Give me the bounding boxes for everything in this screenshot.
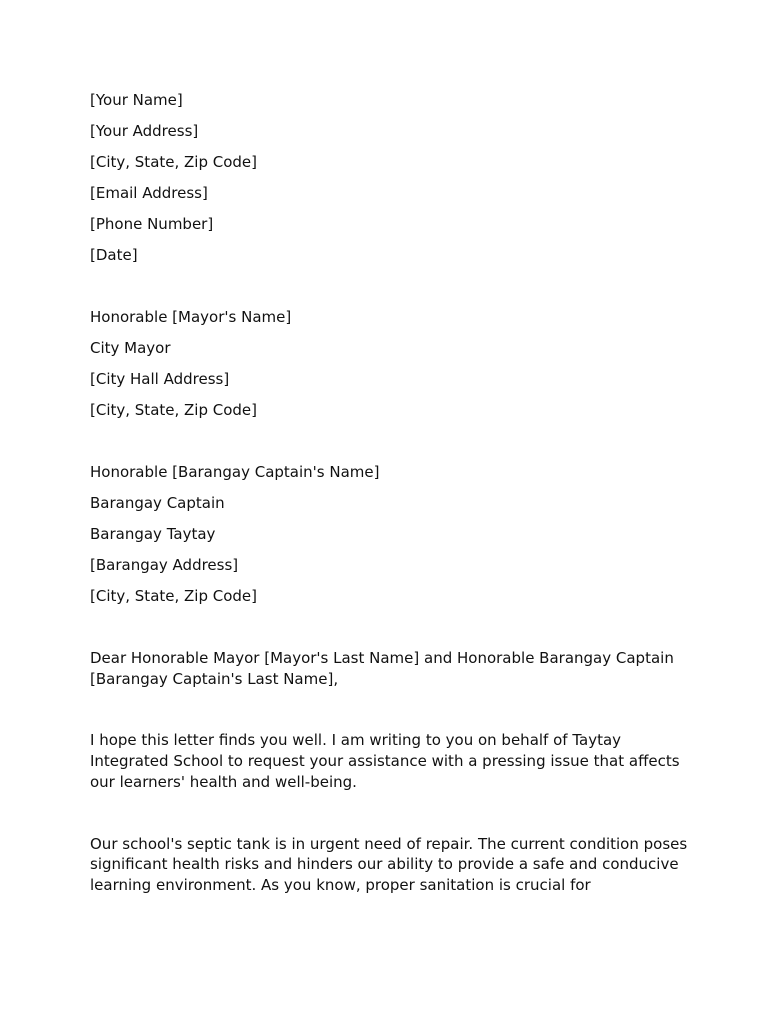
captain-barangay: Barangay Taytay — [90, 525, 216, 543]
spacer — [90, 689, 690, 730]
spacer — [90, 793, 690, 834]
captain-address: [Barangay Address] — [90, 556, 239, 574]
mayor-title: City Mayor — [90, 339, 171, 357]
mayor-recipient-block — [90, 307, 690, 421]
mayor-city-state-zip: [City, State, Zip Code] — [90, 401, 258, 419]
spacer — [90, 276, 690, 307]
sender-phone: [Phone Number] — [90, 215, 214, 233]
spacer — [90, 431, 690, 462]
sender-city-state-zip: [City, State, Zip Code] — [90, 153, 258, 171]
body-paragraph-2: Our school's septic tank is in urgent need of repair. The current condition poses significant health risks and hinders our ability to provide a safe and conducive learning environment. As you know, proper sanitation is crucial for — [90, 834, 688, 894]
spacer — [90, 617, 690, 648]
sender-address: [Your Address] — [90, 122, 199, 140]
sender-block — [90, 90, 690, 266]
captain-title: Barangay Captain — [90, 494, 225, 512]
captain-city-state-zip: [City, State, Zip Code] — [90, 587, 258, 605]
sender-email: [Email Address] — [90, 184, 208, 202]
mayor-address: [City Hall Address] — [90, 370, 230, 388]
body-paragraph-1: I hope this letter finds you well. I am writing to you on behalf of Taytay Integrated School to request your assistance with a pressing issue that affects our learners' health and well-being. — [90, 731, 680, 791]
captain-name: Honorable [Barangay Captain's Name] — [90, 463, 380, 481]
letter-date: [Date] — [90, 246, 138, 264]
mayor-name: Honorable [Mayor's Name] — [90, 308, 292, 326]
sender-name: [Your Name] — [90, 91, 183, 109]
captain-recipient-block — [90, 462, 690, 607]
letter-page — [90, 90, 690, 896]
salutation: Dear Honorable Mayor [Mayor's Last Name] and Honorable Barangay Captain [Barangay Captain's Last Name], — [90, 649, 674, 688]
